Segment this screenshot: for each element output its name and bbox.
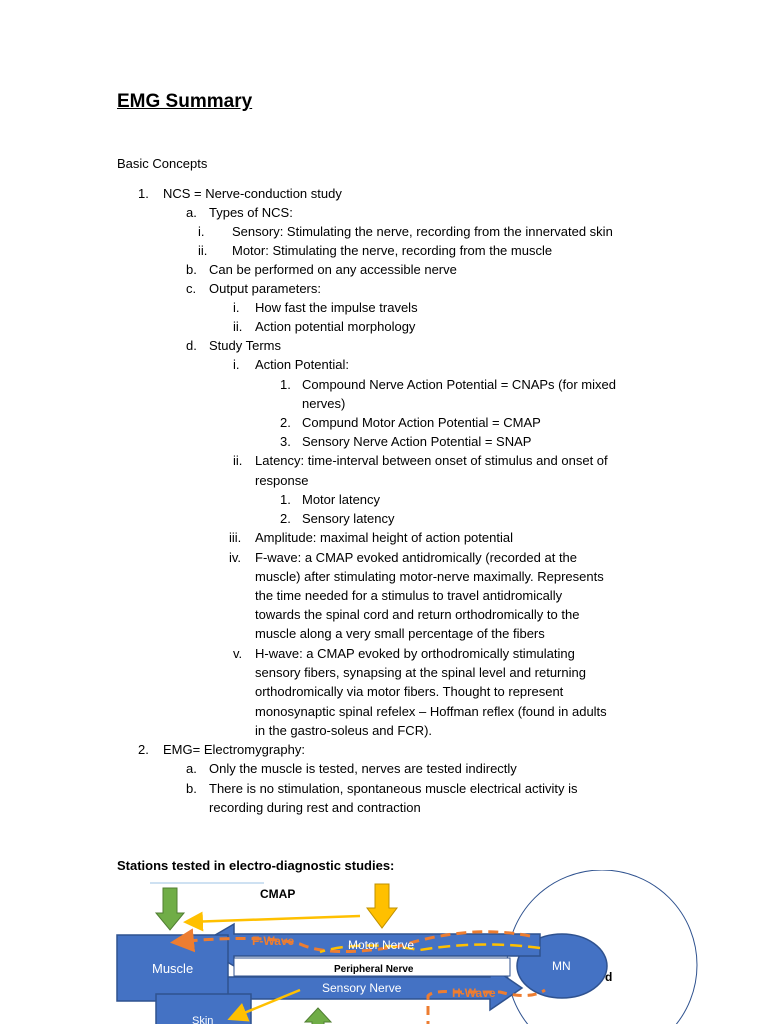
cmap-label: CMAP (260, 887, 296, 901)
outline-text: Sensory latency (302, 511, 395, 526)
outline-text: Output parameters: (209, 281, 321, 296)
outline-marker: 2. (280, 511, 291, 526)
outline-text: muscle along a very small percentage of the fibers (255, 626, 545, 641)
outline-text: F-wave: a CMAP evoked antidromically (recorded at the (255, 550, 578, 565)
outline-marker: a. (186, 205, 197, 220)
outline-marker: i. (233, 357, 240, 372)
motor-nerve-label: Motor Nerve (348, 938, 415, 952)
outline-marker: ii. (198, 243, 208, 258)
outline-marker: 1. (280, 377, 291, 392)
outline-marker: 1. (280, 492, 291, 507)
outline-text: Sensory Nerve Action Potential = SNAP (302, 434, 532, 449)
outline-marker: b. (186, 262, 197, 277)
outline-text: Can be performed on any accessible nerve (209, 262, 457, 277)
section-heading-basic-concepts: Basic Concepts (117, 156, 208, 171)
outline-marker: i. (233, 300, 240, 315)
muscle-label: Muscle (152, 961, 194, 976)
outline-text: Only the muscle is tested, nerves are tested indirectly (209, 761, 517, 776)
outline-marker: iii. (229, 530, 242, 545)
outline-marker: ii. (233, 319, 243, 334)
outline-text: Motor latency (302, 492, 381, 507)
outline-marker: i. (198, 224, 205, 239)
fwave-label: F-Wave (252, 934, 295, 948)
outline-marker: d. (186, 338, 197, 353)
green-stimulus-arrow-icon (305, 1008, 331, 1024)
outline-text: nerves) (302, 396, 346, 411)
outline-text: Action Potential: (255, 357, 349, 372)
section-heading-stations: Stations tested in electro-diagnostic studies: (117, 858, 395, 873)
outline-text: Amplitude: maximal height of action potential (255, 530, 513, 545)
outline-marker: b. (186, 781, 197, 796)
outline-text: in the gastro-soleus and FCR). (255, 723, 433, 738)
outline-text: response (255, 473, 309, 488)
outline-text: muscle) after stimulating motor-nerve maximally. Represents (255, 569, 604, 584)
outline-text: Types of NCS: (209, 205, 293, 220)
outline-text: Action potential morphology (255, 319, 416, 334)
outline-text: NCS = Nerve-conduction study (163, 186, 342, 201)
outline-text: the time needed for a stimulus to travel antidromically (255, 588, 563, 603)
outline-text: Latency: time-interval between onset of stimulus and onset of (255, 453, 608, 468)
green-recording-arrow-icon (156, 888, 184, 930)
outline-marker: iv. (229, 550, 242, 565)
gold-stimulus-arrow-icon (367, 884, 397, 928)
outline-marker: 3. (280, 434, 291, 449)
yellow-path-arrow (188, 916, 360, 922)
outline-text: How fast the impulse travels (255, 300, 418, 315)
outline-text: orthodromically via motor fibers. Thought to represent (255, 684, 564, 699)
outline-marker: 1. (138, 186, 149, 201)
hwave-label: H-Wave (452, 986, 496, 1000)
outline-text: Compound Nerve Action Potential = CNAPs (for mixed (302, 377, 616, 392)
document-title: EMG Summary (117, 91, 253, 112)
outline-text: towards the spinal cord and return orthodromically to the (255, 607, 580, 622)
outline-text: H-wave: a CMAP evoked by orthodromically stimulating (255, 646, 575, 661)
outline-marker: ii. (233, 453, 243, 468)
mn-label: MN (552, 959, 571, 973)
partial-d-label: d (605, 970, 613, 984)
outline-text: Compund Motor Action Potential = CMAP (302, 415, 541, 430)
outline-marker: a. (186, 761, 197, 776)
outline-marker: 2. (280, 415, 291, 430)
sensory-nerve-label: Sensory Nerve (322, 981, 402, 995)
outline-text: Sensory: Stimulating the nerve, recording from the innervated skin (232, 224, 613, 239)
stations-diagram (0, 870, 768, 1024)
outline-marker: 2. (138, 742, 149, 757)
outline-text: sensory fibers, synapsing at the spinal level and returning (255, 665, 586, 680)
skin-label: Skin (192, 1015, 214, 1024)
outline-text: recording during rest and contraction (209, 800, 421, 815)
outline-text: monosynaptic spinal refelex – Hoffman reflex (found in adults (255, 704, 607, 719)
outline-text: There is no stimulation, spontaneous muscle electrical activity is (209, 781, 578, 796)
outline-text: Motor: Stimulating the nerve, recording from the muscle (232, 243, 553, 258)
outline-marker: v. (233, 646, 243, 661)
peripheral-nerve-label: Peripheral Nerve (334, 964, 414, 975)
outline-text: EMG= Electromygraphy: (163, 742, 305, 757)
outline-marker: c. (186, 281, 197, 296)
outline-text: Study Terms (209, 338, 282, 353)
